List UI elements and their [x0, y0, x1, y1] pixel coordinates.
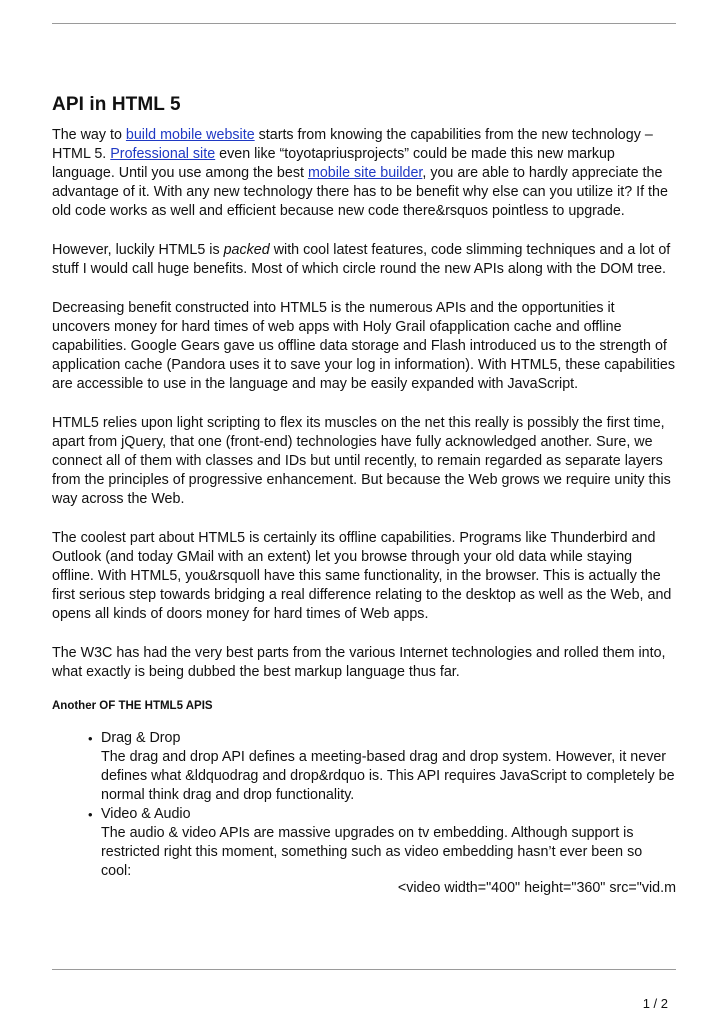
- paragraph-intro: The way to build mobile website starts from knowing the capabilities from the new technology – HTML 5. Professional site even like “toyotapriusprojects” could be made this new markup language. Until you use among the best mobile site builder, you are able to hardly appreciate the advantage of it. With any new technology there has to be benefit why else can you utilize it? If the old code works as well and efficient because new code there&rsquos pointless to upgrade.: [52, 127, 668, 219]
- list-item: [88, 729, 676, 805]
- list-item-text: The audio & video APIs are massive upgrades on tv embedding. Although support is restricted right this moment, something such as video embedding hasn’t ever been so cool:: [101, 825, 643, 879]
- page-title: API in HTML 5: [52, 94, 181, 115]
- footer-rule: [52, 969, 676, 970]
- article: [52, 94, 676, 898]
- bullet-icon: •: [88, 731, 93, 746]
- link-build-mobile-website[interactable]: build mobile website: [125, 127, 255, 143]
- list-item-text: The drag and drop API defines a meeting-based drag and drop system. However, it never defines what &ldquodrag and drop&rdquo is. This API requires JavaScript to completely be normal think drag and drop functionality.: [101, 749, 675, 803]
- link-mobile-site-builder[interactable]: mobile site builder: [307, 165, 423, 181]
- link-professional-site[interactable]: Professional site: [110, 146, 216, 162]
- page-number: 1 / 2: [642, 996, 668, 1011]
- paragraph-packed: However, luckily HTML5 is packed with cool latest features, code slimming techniques and a lot of stuff I would call huge benefits. Most of which circle round the new APIs along with the DOM tree.: [52, 242, 671, 277]
- header-rule: [52, 23, 676, 24]
- code-snippet: <video width="400" height="360" src="vid.m: [397, 880, 676, 896]
- section-heading: Another OF THE HTML5 APIS: [52, 700, 213, 712]
- paragraph-apis: Decreasing benefit constructed into HTML5 is the numerous APIs and the opportunities it uncovers money for hard times of web apps with Holy Grail ofapplication cache and offline capabilities. Google Gears gave us offline data storage and Flash introduced us to the strength of application cache (Pandora uses it to save your log in information). With HTML5, these capabilities are accessible to use in the language and may be easily expanded with JavaScript.: [52, 300, 676, 392]
- paragraph-scripting: HTML5 relies upon light scripting to flex its muscles on the net this really is possibly the first time, apart from jQuery, that one (front-end) technologies have fully acknowledged another. Sure, we connect all of them with classes and IDs but until recently, to remain regarded as separate layers from the principles of progressive enhancement. But because the Web grows we require unity this way across the Web.: [52, 415, 671, 507]
- list-item-title: Drag & Drop: [101, 730, 181, 746]
- list-item-title: Video & Audio: [101, 806, 191, 822]
- paragraph-offline: The coolest part about HTML5 is certainly its offline capabilities. Programs like Thunderbird and Outlook (and today GMail with an extent) let you browse through your old data while staying offline. With HTML5, you&rsquoll have this same functionality, in the browser. This is actually the first serious step towards bridging a real difference relating to the desktop as well as the Web, and opens all kinds of doors money for hard times of Web apps.: [52, 530, 672, 622]
- paragraph-w3c: The W3C has had the very best parts from the various Internet technologies and rolled them into, what exactly is being dubbed the best markup language thus far.: [52, 645, 666, 680]
- bullet-icon: •: [88, 807, 93, 822]
- emphasis-packed: packed: [223, 242, 270, 258]
- list-item: [88, 805, 676, 881]
- api-list: [52, 729, 676, 881]
